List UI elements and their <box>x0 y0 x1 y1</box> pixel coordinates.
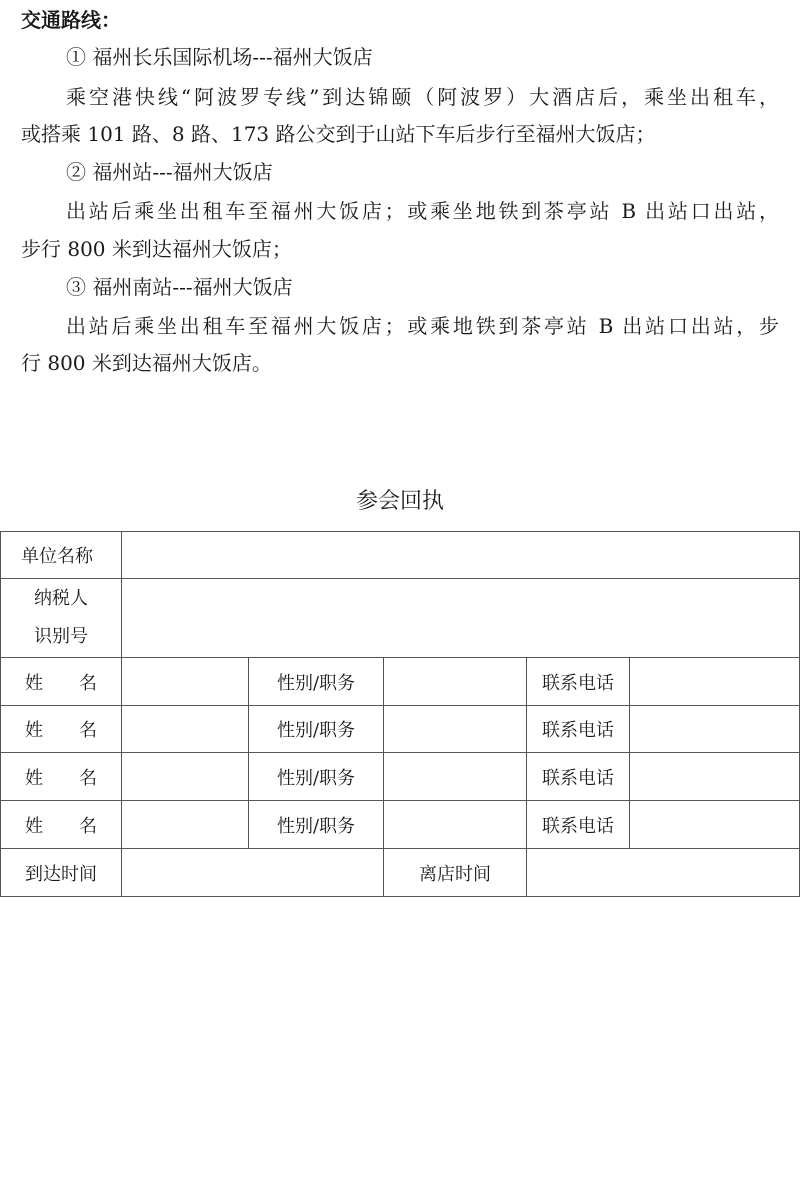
gender-title-label: 性别/职务 <box>249 706 384 753</box>
route-2-line-2: 步行 800 米到达福州大饭店； <box>21 237 292 261</box>
gender-title-label: 性别/职务 <box>249 801 384 849</box>
attendee-name-field[interactable] <box>122 753 249 801</box>
gender-title-label: 性别/职务 <box>249 658 384 706</box>
attendee-name-label <box>1 706 122 753</box>
route-1-title: ① 福州长乐国际机场---福州大饭店 <box>66 45 373 69</box>
name-label-char-1: 姓 <box>25 672 43 694</box>
route-1-line-1: 乘空港快线“阿波罗专线”到达锦颐（阿波罗）大酒店后，乘坐出租车， <box>66 85 779 109</box>
route-3-line-1: 出站后乘坐出租车至福州大饭店；或乘地铁到茶亭站 B 出站口出站，步 <box>66 314 779 338</box>
attendee-name-field[interactable] <box>122 706 249 753</box>
gender-title-field[interactable] <box>384 658 527 706</box>
form-title: 参会回执 <box>355 489 444 514</box>
departure-time-field[interactable] <box>527 849 800 897</box>
name-label-char-1: 姓 <box>25 767 43 789</box>
route-2-title: ② 福州站---福州大饭店 <box>66 160 273 184</box>
attendee-row <box>1 801 800 849</box>
route-3-title: ③ 福州南站---福州大饭店 <box>66 275 293 299</box>
attendee-name-field[interactable] <box>122 801 249 849</box>
name-label-char-2: 名 <box>79 767 97 789</box>
phone-label: 联系电话 <box>527 753 630 801</box>
registration-form-table <box>0 531 800 897</box>
phone-label: 联系电话 <box>527 706 630 753</box>
gender-title-field[interactable] <box>384 706 527 753</box>
attendee-name-label <box>1 753 122 801</box>
taxpayer-label-line-1: 纳税人 <box>34 588 88 609</box>
route-2-line-1: 出站后乘坐出租车至福州大饭店；或乘坐地铁到茶亭站 B 出站口出站， <box>66 199 779 223</box>
route-1-line-2: 或搭乘 101 路、8 路、173 路公交到于山站下车后步行至福州大饭店； <box>21 122 656 146</box>
departure-time-label: 离店时间 <box>384 849 527 897</box>
attendee-name-label <box>1 658 122 706</box>
gender-title-field[interactable] <box>384 753 527 801</box>
taxpayer-label-line-2: 识别号 <box>34 626 88 647</box>
name-label-char-2: 名 <box>79 720 97 741</box>
name-label-char-2: 名 <box>79 815 97 837</box>
attendee-row <box>1 706 800 753</box>
phone-label: 联系电话 <box>527 658 630 706</box>
route-3-line-2: 行 800 米到达福州大饭店。 <box>21 351 272 375</box>
phone-field[interactable] <box>630 658 800 706</box>
name-label-char-1: 姓 <box>25 815 43 837</box>
attendee-row <box>1 658 800 706</box>
taxpayer-id-field[interactable] <box>122 579 800 658</box>
phone-label: 联系电话 <box>527 801 630 849</box>
unit-name-row <box>1 532 800 579</box>
attendee-name-field[interactable] <box>122 658 249 706</box>
taxpayer-label <box>1 579 122 658</box>
attendee-name-label <box>1 801 122 849</box>
arrival-time-label: 到达时间 <box>1 849 122 897</box>
unit-name-field[interactable] <box>122 532 800 579</box>
transport-heading: 交通路线： <box>21 8 121 32</box>
unit-name-label: 单位名称 <box>1 532 122 579</box>
name-label-char-2: 名 <box>79 672 97 694</box>
arrival-time-field[interactable] <box>122 849 384 897</box>
time-row <box>1 849 800 897</box>
gender-title-field[interactable] <box>384 801 527 849</box>
phone-field[interactable] <box>630 801 800 849</box>
attendee-row <box>1 753 800 801</box>
gender-title-label: 性别/职务 <box>249 753 384 801</box>
name-label-char-1: 姓 <box>25 720 43 741</box>
phone-field[interactable] <box>630 706 800 753</box>
phone-field[interactable] <box>630 753 800 801</box>
taxpayer-row <box>1 579 800 658</box>
